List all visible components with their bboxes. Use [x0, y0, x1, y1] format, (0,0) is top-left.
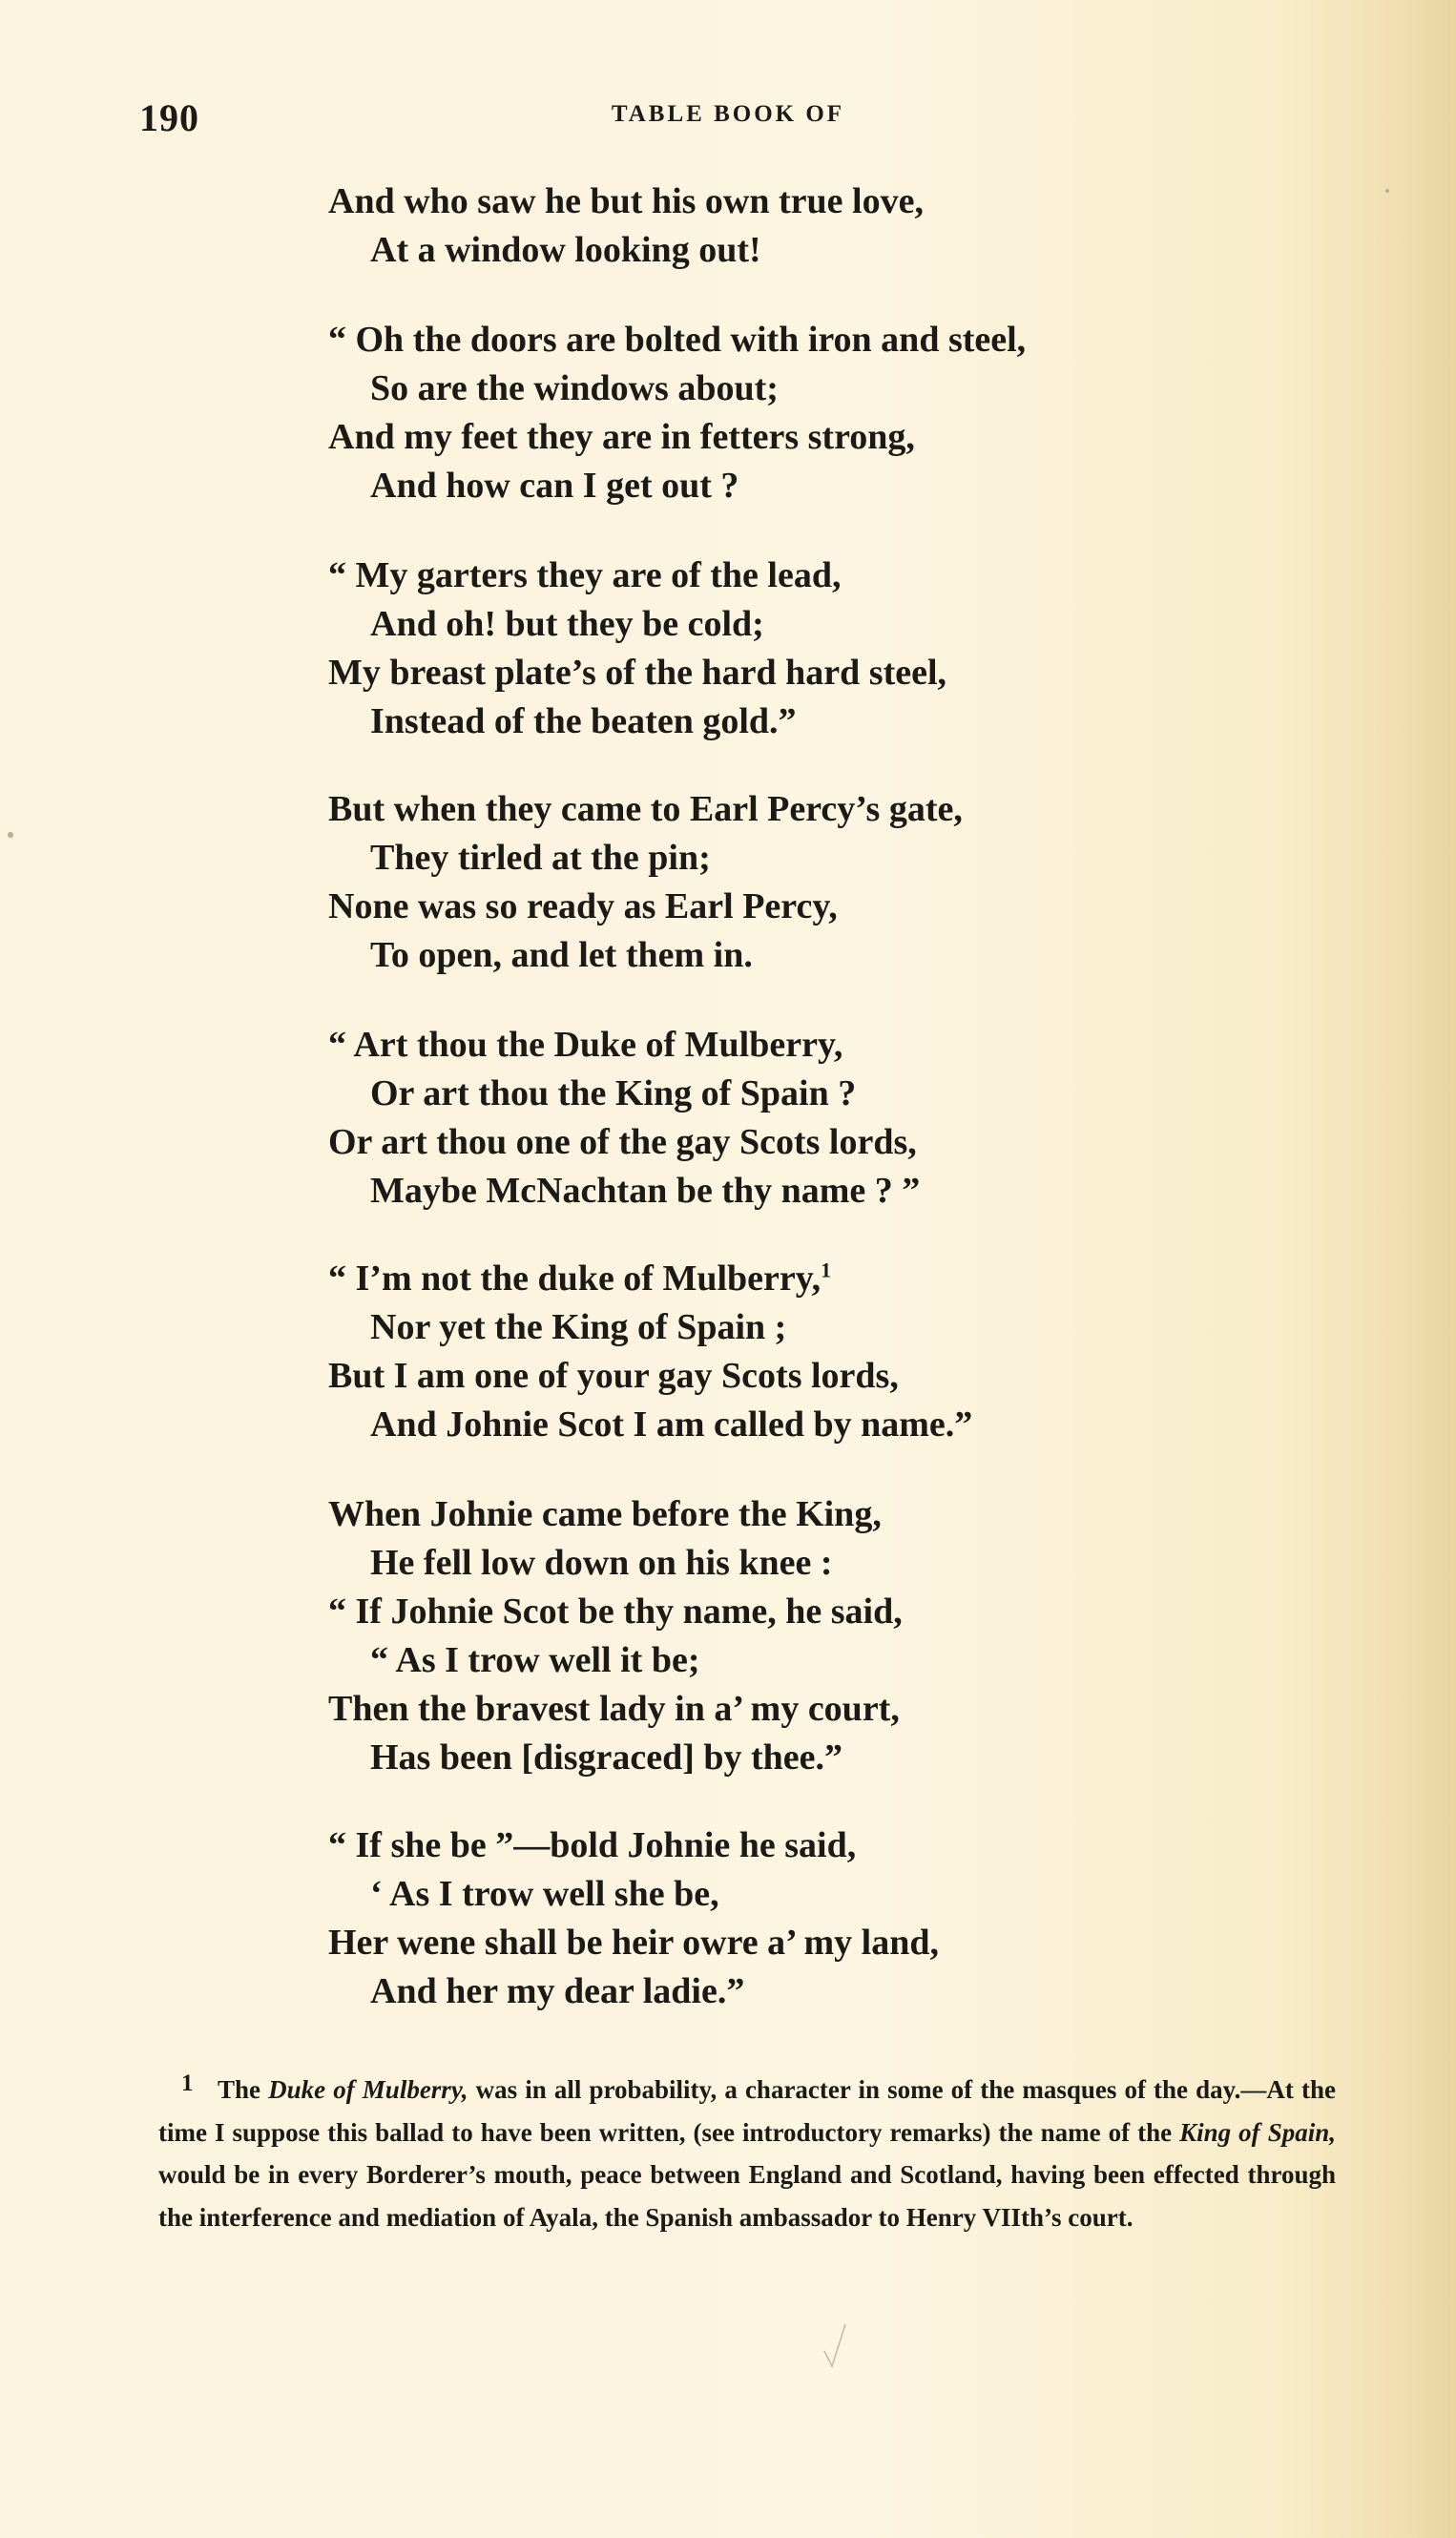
paper-speck	[8, 832, 13, 838]
poem-line: ‘ As I trow well she be,	[370, 1874, 719, 1914]
poem-line: So are the windows about;	[370, 368, 779, 408]
poem-line: When Johnie came before the King,	[328, 1494, 882, 1534]
poem-line	[328, 1258, 831, 1300]
poem-line: Or art thou the King of Spain ?	[370, 1073, 857, 1113]
poem-line: “ My garters they are of the lead,	[328, 555, 842, 595]
poem-line: And how can I get out ?	[370, 466, 739, 506]
page-number: 190	[139, 96, 199, 139]
paper-speck	[1385, 189, 1389, 193]
poem-line: None was so ready as Earl Percy,	[328, 886, 838, 926]
poem-line: Her wene shall be heir owre a’ my land,	[328, 1923, 939, 1963]
poem-line: “ As I trow well it be;	[370, 1640, 700, 1680]
poem-line: To open, and let them in.	[370, 935, 753, 975]
poem-line: Maybe McNachtan be thy name ? ”	[370, 1171, 921, 1211]
footnote-italic-fragment: Duke of Mulberry,	[268, 2075, 468, 2104]
poem-line: Instead of the beaten gold.”	[370, 701, 797, 741]
footnote-fragment: The	[218, 2075, 269, 2104]
poem-line: At a window looking out!	[370, 230, 761, 270]
poem-line: Or art thou one of the gay Scots lords,	[328, 1122, 917, 1162]
poem-line: They tirled at the pin;	[370, 838, 711, 878]
footnote-marker: 1	[181, 2070, 194, 2096]
footnote-text	[158, 2069, 1336, 2238]
poem-line: And her my dear ladie.”	[370, 1971, 745, 2011]
poem-line: And my feet they are in fetters strong,	[328, 417, 915, 457]
footnote-reference: 1	[821, 1258, 832, 1282]
poem-line: And who saw he but his own true love,	[328, 181, 924, 221]
poem-line: Has been [disgraced] by thee.”	[370, 1737, 843, 1778]
poem-line: He fell low down on his knee :	[370, 1543, 833, 1583]
poem-line: And oh! but they be cold;	[370, 604, 764, 644]
footnote-fragment: was in all probability, a character in some of the masques of the day.—At the time I suppose this ballad to have been written, (see introductory remarks) the name of the	[158, 2075, 1336, 2147]
poem-line: But when they came to Earl Percy’s gate,	[328, 789, 963, 829]
footnote-italic-fragment: King of Spain,	[1179, 2117, 1336, 2147]
poem-line: My breast plate’s of the hard hard steel,	[328, 653, 947, 693]
footnote	[158, 2069, 1336, 2238]
poem-line: “ Oh the doors are bolted with iron and steel,	[328, 320, 1027, 360]
poem-line: “ If Johnie Scot be thy name, he said,	[328, 1591, 903, 1632]
poem-line: Nor yet the King of Spain ;	[370, 1307, 787, 1347]
poem-line: “ Art thou the Duke of Mulberry,	[328, 1025, 843, 1065]
running-head: TABLE BOOK OF	[611, 101, 845, 127]
poem-line: And Johnie Scot I am called by name.”	[370, 1404, 973, 1445]
poem-line: Then the bravest lady in a’ my court,	[328, 1689, 900, 1729]
pencil-mark-icon	[821, 2319, 849, 2376]
poem-line: “ If she be ”—bold Johnie he said,	[328, 1825, 857, 1865]
poem-line-text: “ I’m not the duke of Mulberry,	[328, 1259, 822, 1299]
footnote-fragment: would be in every Borderer’s mouth, peace between England and Scotland, having been effected through the interference and mediation of Ayala, the Spanish ambassador to Henry VIIth’s court.	[158, 2160, 1336, 2232]
poem-line: But I am one of your gay Scots lords,	[328, 1356, 899, 1396]
